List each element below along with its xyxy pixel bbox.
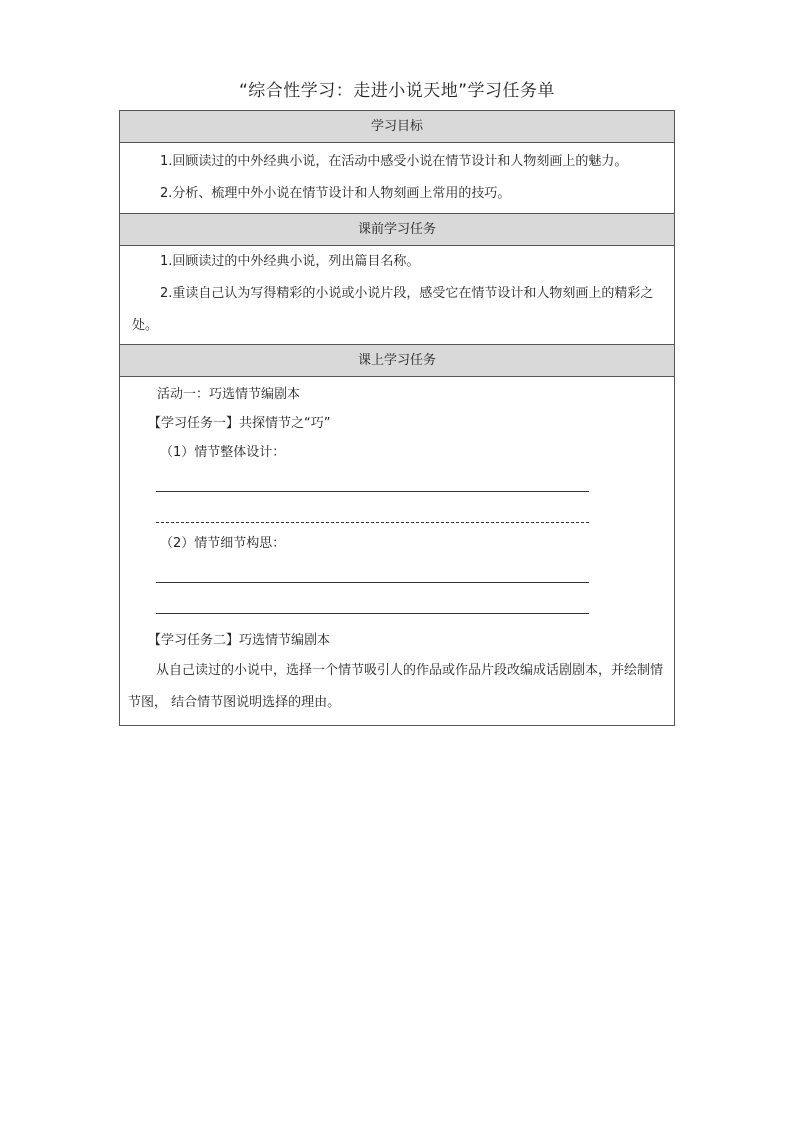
task-sheet-table <box>119 110 675 726</box>
task2-text: 从自己读过的小说中，选择一个情节吸引人的作品或作品片段改编成话剧剧本，并绘制情节图， 结合情节图说明选择的理由。 <box>128 663 664 710</box>
goal-item: 1.回顾读过的中外经典小说，在活动中感受小说在情节设计和人物刻画上的魅力。 <box>160 154 628 169</box>
goals-heading: 学习目标 <box>120 111 674 143</box>
task1-question-2: （2）情节细节构思： <box>160 536 286 551</box>
activity-title: 活动一：巧选情节编剧本 <box>157 387 301 402</box>
page-title: “综合性学习：走进小说天地”学习任务单 <box>238 81 556 101</box>
task1-question-1: （1）情节整体设计： <box>160 445 286 460</box>
answer-line[interactable] <box>120 558 674 589</box>
goal-item: 2.分析、梳理中外小说在情节设计和人物刻画上常用的技巧。 <box>160 186 511 201</box>
task1-title: 【学习任务一】共探情节之“巧” <box>148 416 331 431</box>
answer-line[interactable] <box>120 589 674 620</box>
in-class-section <box>120 377 674 725</box>
pre-class-item: 2.重读自己认为写得精彩的小说或小说片段，感受它在情节设计和人物刻画上的精彩之处。 <box>132 286 654 333</box>
pre-class-heading: 课前学习任务 <box>120 214 674 246</box>
in-class-heading: 课上学习任务 <box>120 345 674 377</box>
pre-class-item: 1.回顾读过的中外经典小说，列出篇目名称。 <box>160 254 420 269</box>
answer-line[interactable] <box>120 467 674 498</box>
pre-class-section <box>120 246 674 345</box>
answer-line[interactable] <box>120 498 674 529</box>
goals-section <box>120 143 674 214</box>
task2-title: 【学习任务二】巧选情节编剧本 <box>148 633 331 648</box>
